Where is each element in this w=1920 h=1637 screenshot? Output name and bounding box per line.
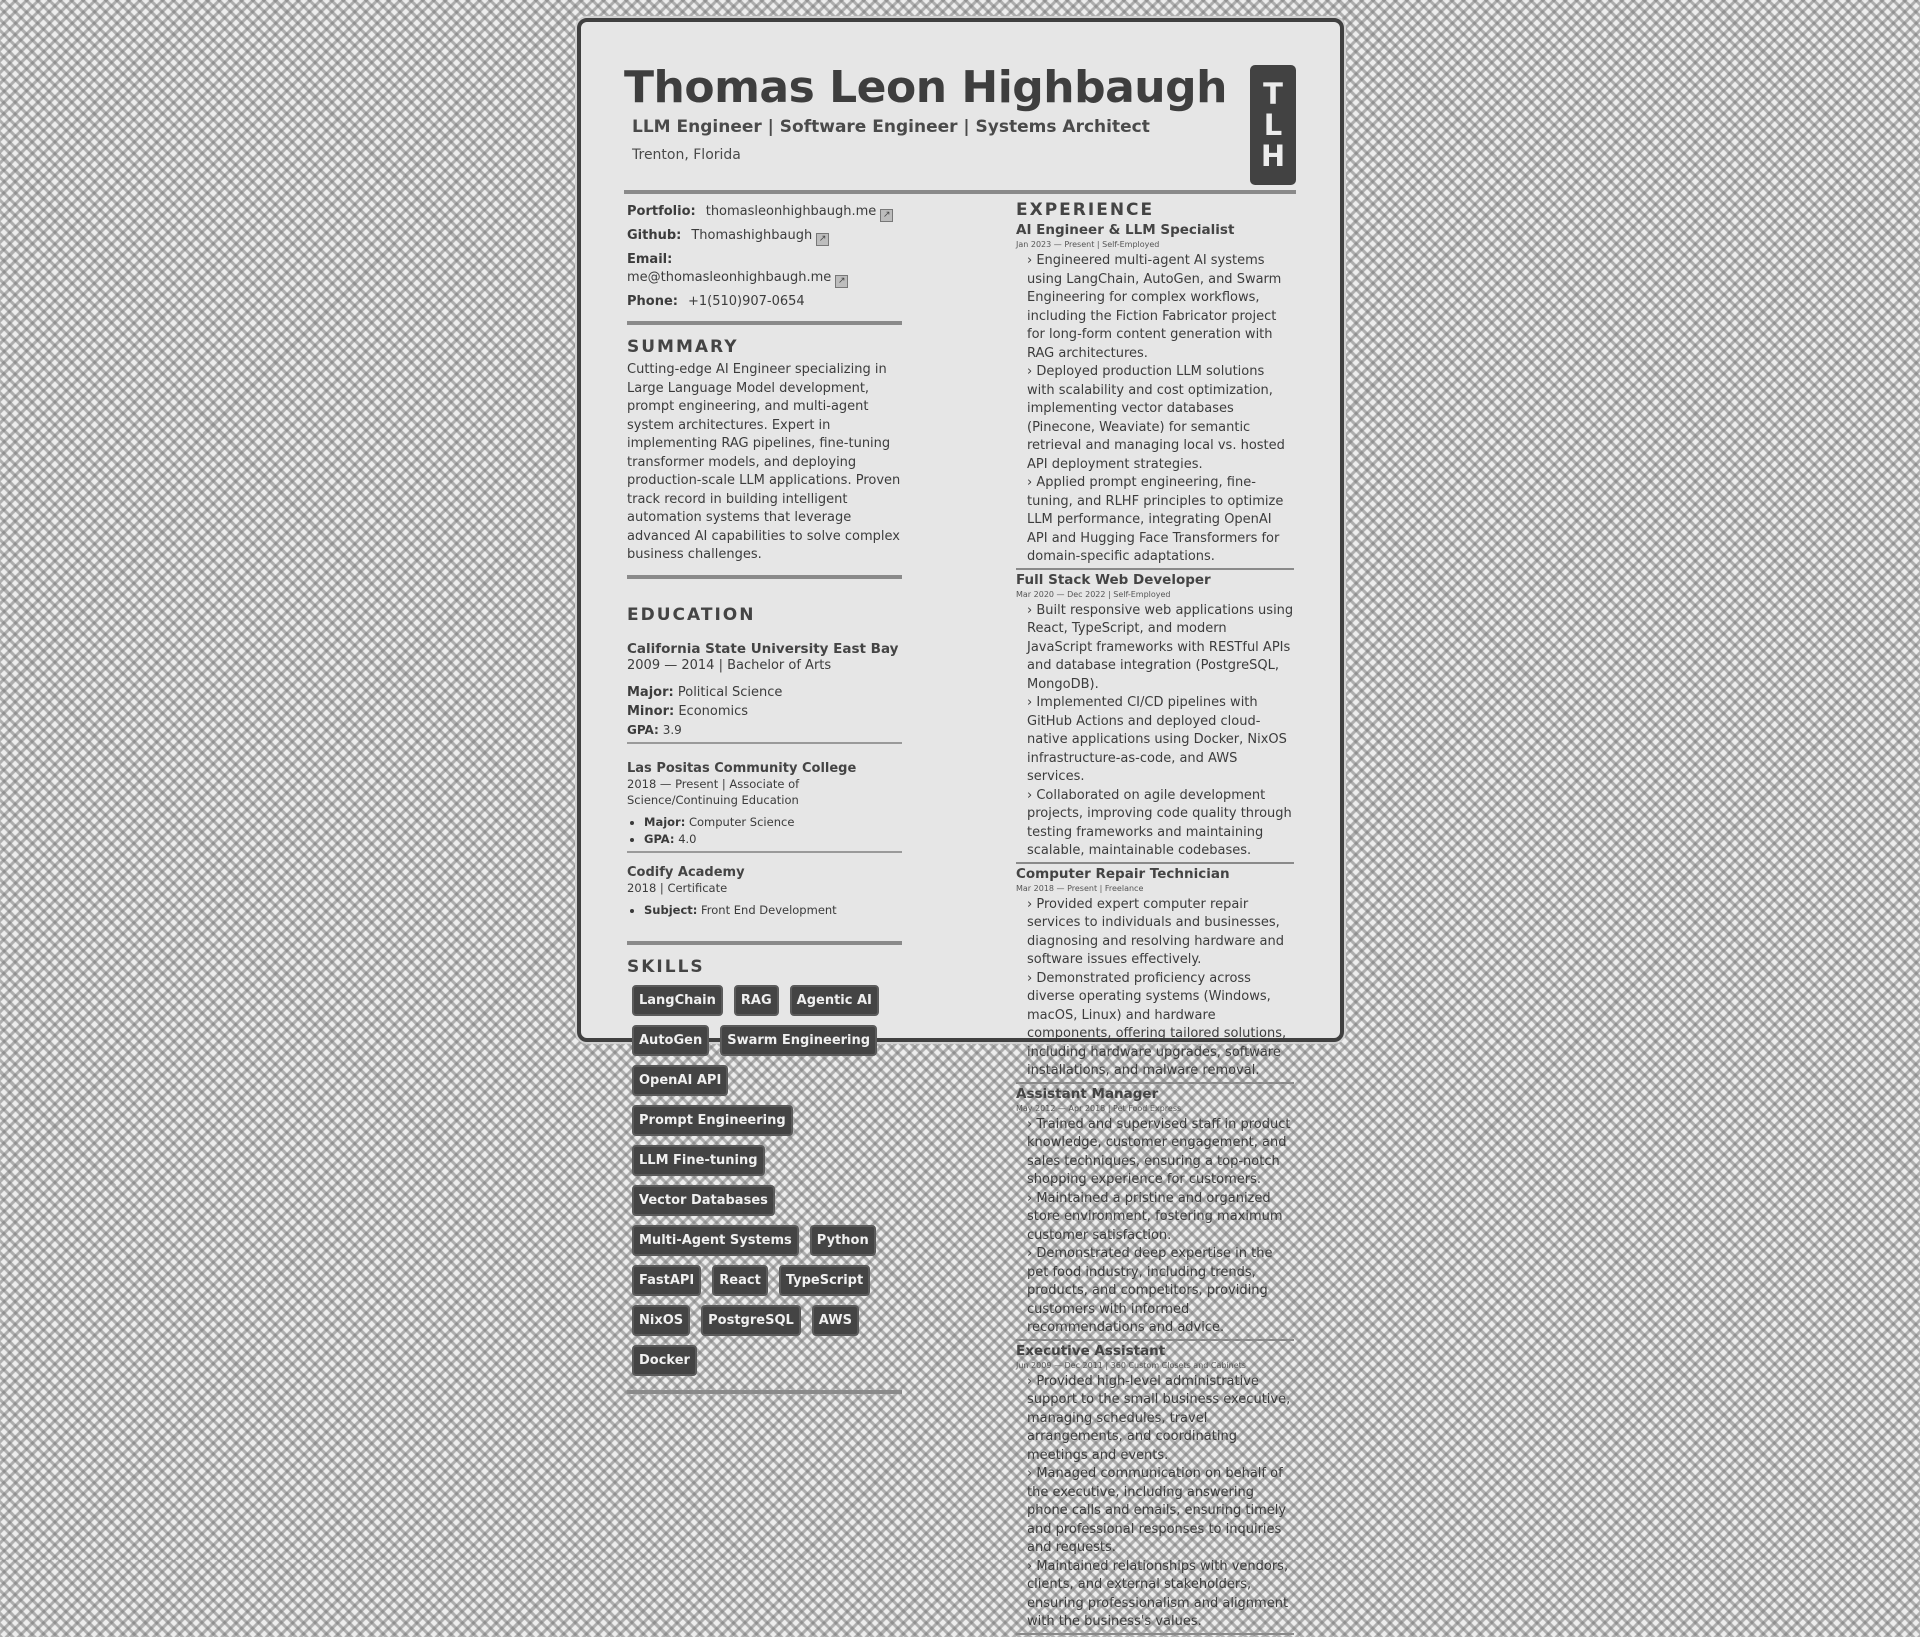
skill-tag: Agentic AI [790,985,879,1016]
education-heading: EDUCATION [627,604,756,625]
job-entry [1016,572,1294,861]
job-divider [1016,1339,1294,1341]
edu-major: Major: Political Science [627,684,783,700]
job-entry [1016,222,1294,567]
section-divider [627,575,902,579]
skill-tag: FastAPI [632,1265,701,1296]
job-entry [1016,1343,1294,1632]
resume-name: Thomas Leon Highbaugh [624,62,1227,113]
skill-tag: Swarm Engineering [720,1025,877,1056]
skill-tag: Python [810,1225,876,1256]
edu-meta: 2018 | Certificate [627,880,728,895]
education-entry [627,761,902,848]
job-title: Assistant Manager [1016,1085,1159,1102]
job-entry [1016,1086,1294,1338]
skill-tag: Vector Databases [632,1185,775,1216]
job-bullet: › Engineered multi-agent AI systems using LangChain, AutoGen, and Swarm Engineering for complex workflows, including the Fiction Fabricator project for long-form content generation with RAG architectures. [1027,253,1282,361]
left-column [627,198,902,1406]
contact-label: Portfolio: [627,204,696,219]
portfolio-link[interactable]: thomasleonhighbaugh.me [705,204,877,219]
job-title: Full Stack Web Developer [1016,571,1211,588]
skill-tag: PostgreSQL [701,1305,801,1336]
job-bullets [1027,1373,1294,1632]
job-title: Executive Assistant [1016,1342,1166,1359]
entry-divider [627,851,902,853]
job-divider [1016,862,1294,864]
job-divider [1016,1082,1294,1084]
job-bullet: › Demonstrated deep expertise in the pet food industry, including trends, products, and competitors, providing customers with informed recommendations and advice. [1027,1246,1273,1335]
job-bullet: › Provided high-level administrative support to the small business executive, managing schedules, travel arrangements, and coordinating meetings and events. [1027,1373,1291,1463]
monogram-badge [1250,65,1296,185]
job-bullet: › Maintained relationships with vendors, clients, and external stakeholders, ensuring professionalism and alignment with the business's values. [1027,1558,1289,1629]
contact-label: Phone: [627,294,678,309]
job-bullet: › Applied prompt engineering, fine-tuning, and RLHF principles to optimize LLM performance, integrating OpenAI API and Hugging Face Transformers for domain-specific adaptations. [1027,475,1284,564]
skill-tag: NixOS [632,1305,690,1336]
job-bullets [1027,1116,1294,1338]
contact-portfolio [627,203,902,222]
job-meta: Jun 2009 — Dec 2011 | 360 Custom Closets and Cabinets [1016,1360,1246,1370]
edu-school: Codify Academy [627,864,745,880]
edu-gpa: • GPA: 4.0 [644,831,902,848]
summary-text: Cutting-edge AI Engineer specializing in Large Language Model development, prompt engineering, and multi-agent system architectures. Expert in implementing RAG pipelines, fine-tuning transformer models, and deploying production-scale LLM applications. Proven track record in building intelligent automation systems that leverage advanced AI capabilities to solve complex business challenges. [627,362,901,562]
skills-heading: SKILLS [627,956,705,977]
skill-tag: Docker [632,1345,697,1376]
education-entry [627,865,902,919]
job-meta: Mar 2018 — Present | Freelance [1016,883,1144,893]
edu-gpa: GPA: 3.9 [627,722,682,737]
skills-list [632,985,892,1376]
skill-tag: LangChain [632,985,723,1016]
contact-label: Email: [627,252,673,267]
github-link[interactable]: Thomashighbaugh [691,228,813,243]
job-bullet: › Trained and supervised staff in product knowledge, customer engagement, and sales techniques, ensuring a top-notch shopping experience for customers. [1027,1116,1291,1187]
external-link-icon[interactable]: ↗ [816,233,829,246]
skill-tag: Prompt Engineering [632,1105,793,1136]
contact-github [627,227,902,246]
email-link[interactable]: me@thomasleonhighbaugh.me [627,270,832,285]
monogram-letter: T [1263,76,1283,111]
job-meta: Mar 2020 — Dec 2022 | Self-Employed [1016,589,1171,599]
skill-tag: Multi-Agent Systems [632,1225,799,1256]
section-divider [627,1390,902,1394]
job-bullet: › Managed communication on behalf of the executive, including answering phone calls and emails, ensuring timely and professional responses to inquiries and requests. [1027,1466,1287,1555]
edu-minor: Minor: Economics [627,703,749,719]
right-column [1016,200,1294,1637]
external-link-icon[interactable]: ↗ [835,275,848,288]
skill-tag: AWS [812,1305,859,1336]
edu-subject: • Subject: Front End Development [644,902,902,919]
contact-email [627,251,902,288]
job-bullet: › Maintained a pristine and organized store environment, fostering maximum customer satisfaction. [1027,1190,1283,1243]
contact-phone [627,293,902,311]
external-link-icon[interactable]: ↗ [880,209,893,222]
job-bullet: › Collaborated on agile development projects, improving code quality through testing frameworks and maintaining scalable, maintainable codebases. [1027,787,1292,858]
entry-divider [627,742,902,744]
skill-tag: RAG [734,985,779,1016]
skill-tag: LLM Fine-tuning [632,1145,765,1176]
job-bullet: › Deployed production LLM solutions with scalability and cost optimization, implementing vector databases (Pinecone, Weaviate) for semantic retrieval and managing local vs. hosted API deployment strategies. [1027,364,1285,472]
job-bullet: › Built responsive web applications using React, TypeScript, and modern JavaScript frameworks with RESTful APIs and database integration (PostgreSQL, MongoDB). [1027,602,1294,692]
experience-list [1016,222,1294,1635]
job-bullets [1027,896,1294,1081]
skill-tag: AutoGen [632,1025,709,1056]
job-bullets [1027,602,1294,861]
job-meta: May 2012 — Apr 2018 | Pet Food Express [1016,1103,1182,1113]
edu-details [644,814,902,848]
experience-heading: EXPERIENCE [1016,200,1155,220]
monogram-letter: L [1263,107,1283,142]
skill-tag: TypeScript [779,1265,870,1296]
job-bullet: › Demonstrated proficiency across diverse operating systems (Windows, macOS, Linux) and hardware components, offering tailored solutions, including hardware upgrades, software installations, and malware removal. [1027,970,1287,1078]
job-divider [1016,568,1294,570]
skill-tag: React [712,1265,768,1296]
resume-roles: LLM Engineer | Software Engineer | Systems Architect [632,117,1150,137]
education-entry [627,641,902,737]
header-divider [624,190,1296,194]
job-entry [1016,866,1294,1081]
resume-location: Trenton, Florida [632,147,741,163]
summary-heading: SUMMARY [627,337,739,357]
job-title: Computer Repair Technician [1016,865,1230,882]
edu-details [644,902,902,919]
job-bullets [1027,252,1294,567]
job-title: AI Engineer & LLM Specialist [1016,222,1235,238]
edu-school: Las Positas Community College [627,760,857,776]
job-bullet: › Implemented CI/CD pipelines with GitHub Actions and deployed cloud-native applications using Docker, NixOS infrastructure-as-code, and AWS services. [1027,695,1287,784]
edu-major: • Major: Computer Science [644,814,902,831]
skill-tag: OpenAI API [632,1065,728,1096]
phone-value: +1(510)907-0654 [687,294,805,309]
edu-school: California State University East Bay [627,640,899,657]
monogram-letter: H [1260,138,1286,173]
section-divider [627,941,902,945]
job-bullet: › Provided expert computer repair services to individuals and businesses, diagnosing and resolving hardware and software issues effectively. [1027,896,1285,967]
section-divider [627,321,902,325]
job-meta: Jan 2023 — Present | Self-Employed [1016,240,1160,249]
edu-meta: 2009 — 2014 | Bachelor of Arts [627,657,832,673]
edu-meta: 2018 — Present | Associate of Science/Continuing Education [627,776,800,807]
contact-label: Github: [627,228,682,243]
job-divider [1016,1633,1294,1635]
